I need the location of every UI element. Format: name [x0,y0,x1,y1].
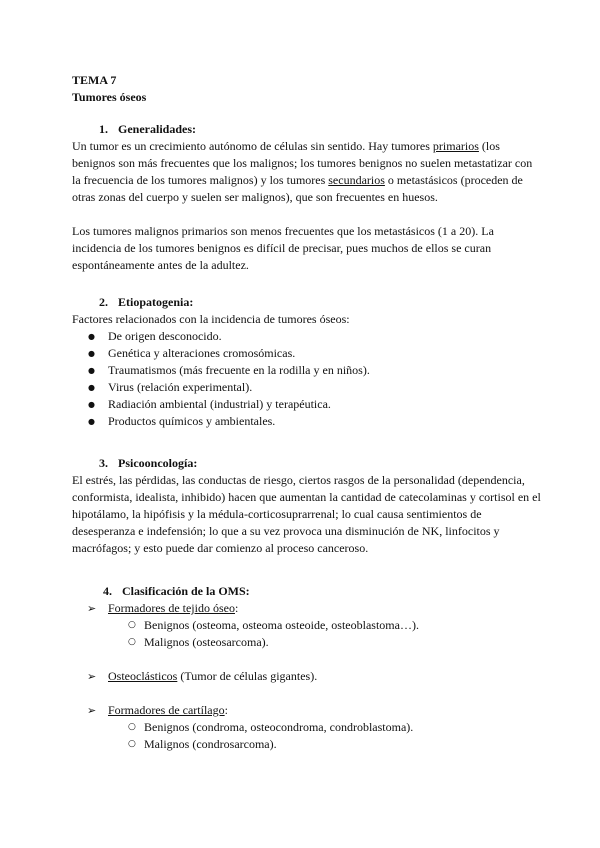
paragraph: Factores relacionados con la incidencia de tumores óseos: [72,312,350,326]
list-item: ● Productos químicos y ambientales. [72,413,542,430]
section-generalidades [72,121,542,274]
arrow-bullet-icon: ➢ [87,670,97,683]
sub-list [72,617,542,651]
sub-list-item: ○ Benignos (condroma, osteocondroma, condroblastoma). [72,719,542,736]
arrow-bullet-icon: ➢ [87,602,97,615]
paragraph: Un tumor es un crecimiento autónomo de células sin sentido. Hay tumores primarios (los benignos son más frecuentes que los malignos; los tumores benignos no suelen metastatizar con la frecuencia de los tumores malignos) y los tumores secundarios o metastásicos (proceden de otras zonas del cuerpo y suelen ser malignos), que son frecuentes en huesos. [72,139,533,204]
list-item: ● Traumatismos (más frecuente en la rodilla y en niños). [72,362,542,379]
group-label: Formadores de cartílago [108,703,225,717]
list-item: ● De origen desconocido. [72,328,542,345]
tema-title: TEMA 7 [72,73,117,87]
group-label: Osteoclásticos [108,669,178,683]
section-etiopatogenia [72,294,542,430]
section-number: 3. [99,456,108,470]
section-title: Generalidades: [118,122,196,136]
section-heading [72,121,542,138]
classification-group: ➢ Osteoclásticos (Tumor de células gigantes). [87,669,318,683]
list-item: ● Radiación ambiental (industrial) y terapéutica. [72,396,542,413]
section-clasificacion-oms [72,583,542,753]
bullet-list [72,328,542,430]
sub-list [72,719,542,753]
sub-list-item: ○ Malignos (condrosarcoma). [72,736,542,753]
section-heading [72,583,542,600]
group-label: Formadores de tejido óseo [108,601,235,615]
section-number: 1. [99,122,108,136]
section-psicooncologia [72,455,542,557]
list-item: ● Genética y alteraciones cromosómicas. [72,345,542,362]
doc-header [72,72,542,106]
arrow-bullet-icon: ➢ [87,704,97,717]
section-title: Etiopatogenia: [118,295,194,309]
section-title: Psicooncología: [118,456,198,470]
tema-subtitle: Tumores óseos [72,90,147,104]
underlined-term-secundarios: secundarios [328,173,385,187]
underlined-term-primarios: primarios [432,139,479,153]
sub-list-item: ○ Malignos (osteosarcoma). [72,634,542,651]
sub-list-item: ○ Benignos (osteoma, osteoma osteoide, osteoblastoma…). [72,617,542,634]
paragraph: Los tumores malignos primarios son menos frecuentes que los metastásicos (1 a 20). La incidencia de los tumores benignos es difícil de precisar, pues muchos de ellos se curan espontáneamente antes de la adultez. [72,224,494,272]
section-number: 4. [103,584,112,598]
section-number: 2. [99,295,108,309]
section-heading [72,294,542,311]
section-title: Clasificación de la OMS: [122,584,250,598]
classification-group: ➢ Formadores de tejido óseo: [87,601,239,615]
list-item: ● Virus (relación experimental). [72,379,542,396]
paragraph: El estrés, las pérdidas, las conductas de riesgo, ciertos rasgos de la personalidad (dependencia, conformista, idealista, inhibido) hacen que aumentan la cantidad de catecolaminas y cortisol en el hipotálamo, la hipófisis y la médula-corticosuprarrenal; lo cual causa sentimientos de desesperanza e indefensión; lo que a su vez provoca una disminución de NK, linfocitos y macrófagos; y esto puede dar comienzo al proceso canceroso. [72,473,541,555]
section-heading [72,455,542,472]
classification-group: ➢ Formadores de cartílago: [87,703,228,717]
